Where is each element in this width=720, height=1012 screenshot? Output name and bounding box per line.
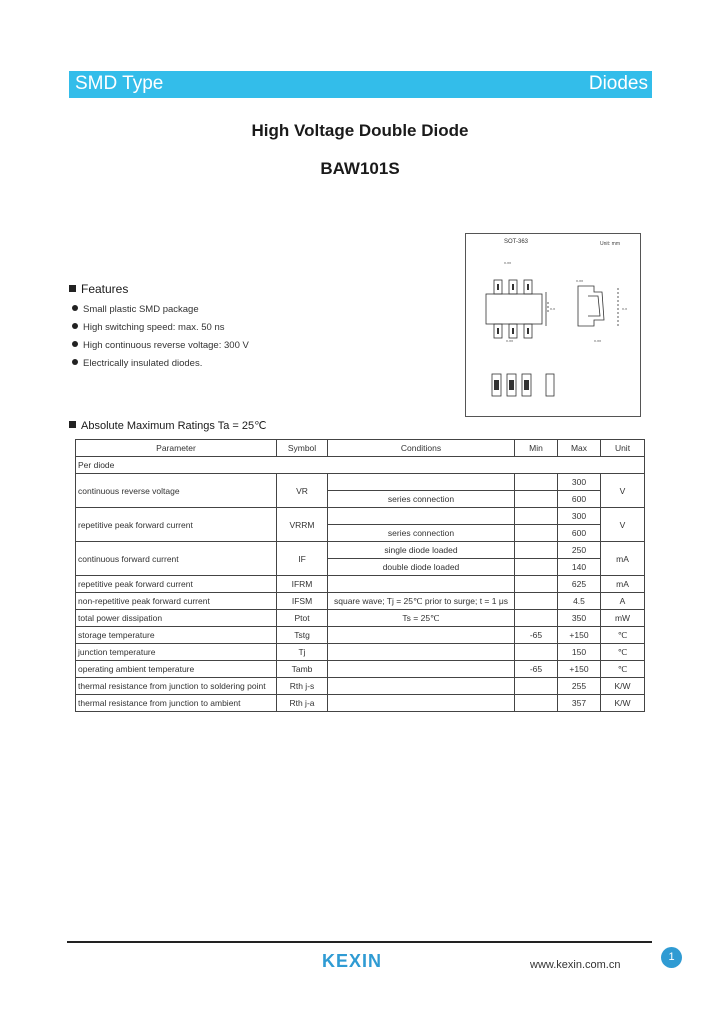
square-bullet-icon (69, 421, 76, 428)
min-cell (515, 559, 558, 576)
package-unit: Unit: mm (600, 241, 620, 247)
symbol-cell: Tj (277, 644, 328, 661)
table-row (76, 457, 645, 474)
cond-cell: Ts = 25℃ (328, 610, 515, 627)
max-cell: 150 (558, 644, 601, 661)
cond-cell (328, 695, 515, 712)
cond-cell (328, 576, 515, 593)
unit-cell: mW (601, 610, 645, 627)
feature-item (72, 340, 249, 351)
svg-text:x.xx: x.xx (576, 278, 584, 283)
symbol-cell: Ptot (277, 610, 328, 627)
package-name: SOT-363 (504, 239, 529, 245)
cond-cell: double diode loaded (328, 559, 515, 576)
symbol-cell: VR (277, 474, 328, 508)
ratings-table (75, 439, 645, 712)
min-cell (515, 491, 558, 508)
kexin-logo: KEXIN (322, 951, 383, 971)
max-cell: 357 (558, 695, 601, 712)
max-cell: 300 (558, 508, 601, 525)
unit-cell: K/W (601, 678, 645, 695)
table-row (76, 542, 645, 559)
param-cell: thermal resistance from junction to soldering point (76, 678, 277, 695)
bullet-icon (72, 323, 78, 329)
feature-text: Small plastic SMD package (83, 304, 199, 315)
cond-cell (328, 508, 515, 525)
col-header: Unit (601, 440, 645, 457)
max-cell: 625 (558, 576, 601, 593)
symbol-cell: Tstg (277, 627, 328, 644)
cond-cell: series connection (328, 525, 515, 542)
unit-cell: mA (601, 542, 645, 576)
param-cell: total power dissipation (76, 610, 277, 627)
max-cell: 600 (558, 491, 601, 508)
min-cell (515, 610, 558, 627)
feature-text: High continuous reverse voltage: 300 V (83, 340, 249, 351)
min-cell (515, 474, 558, 491)
cond-cell (328, 627, 515, 644)
feature-text: High switching speed: max. 50 ns (83, 322, 225, 333)
unit-cell: V (601, 508, 645, 542)
col-header: Parameter (76, 440, 277, 457)
unit-cell: mA (601, 576, 645, 593)
header-band (69, 71, 652, 98)
header-left: SMD Type (75, 73, 164, 94)
unit-cell: A (601, 593, 645, 610)
svg-text:x.xx: x.xx (594, 338, 602, 343)
square-bullet-icon (69, 285, 76, 292)
min-cell (515, 542, 558, 559)
feature-text: Electrically insulated diodes. (83, 358, 203, 369)
param-cell: continuous forward current (76, 542, 277, 576)
max-cell: 600 (558, 525, 601, 542)
symbol-cell: VRRM (277, 508, 328, 542)
footer-divider (67, 941, 652, 943)
symbol-cell: Rth j-a (277, 695, 328, 712)
table-row (76, 610, 645, 627)
ratings-heading-text: Absolute Maximum Ratings Ta = 25℃ (81, 420, 267, 432)
bullet-icon (72, 359, 78, 365)
website-url[interactable]: www.kexin.com.cn (530, 959, 621, 971)
min-cell (515, 644, 558, 661)
unit-cell: ℃ (601, 661, 645, 678)
package-drawing (465, 233, 641, 417)
max-cell: 140 (558, 559, 601, 576)
svg-text:x.x: x.x (622, 306, 628, 311)
svg-text:x.xx: x.xx (506, 338, 514, 343)
page-title: High Voltage Double Diode (251, 121, 469, 140)
min-cell (515, 525, 558, 542)
features-heading-text: Features (81, 282, 129, 296)
max-cell: 300 (558, 474, 601, 491)
cond-cell: single diode loaded (328, 542, 515, 559)
max-cell: 255 (558, 678, 601, 695)
min-cell (515, 678, 558, 695)
header-right: Diodes (588, 73, 648, 94)
part-number: BAW101S (320, 159, 400, 178)
sot363-outline (466, 234, 640, 416)
feature-item (72, 322, 225, 333)
cond-cell (328, 474, 515, 491)
symbol-cell: IFRM (277, 576, 328, 593)
symbol-cell: Rth j-s (277, 678, 328, 695)
min-cell: -65 (515, 661, 558, 678)
table-row (76, 644, 645, 661)
table-row (76, 678, 645, 695)
col-header: Max (558, 440, 601, 457)
table-row (76, 508, 645, 525)
table-row (76, 661, 645, 678)
unit-cell: ℃ (601, 644, 645, 661)
group-label: Per diode (76, 457, 645, 474)
cond-cell (328, 678, 515, 695)
col-header: Min (515, 440, 558, 457)
unit-cell: V (601, 474, 645, 508)
max-cell: 350 (558, 610, 601, 627)
param-cell: continuous reverse voltage (76, 474, 277, 508)
page-number: 1 (661, 947, 682, 968)
min-cell (515, 508, 558, 525)
min-cell: -65 (515, 627, 558, 644)
symbol-cell: IF (277, 542, 328, 576)
cond-cell (328, 661, 515, 678)
max-cell: +150 (558, 627, 601, 644)
min-cell (515, 695, 558, 712)
table-row (76, 576, 645, 593)
min-cell (515, 576, 558, 593)
table-row (76, 474, 645, 491)
max-cell: 250 (558, 542, 601, 559)
table-row (76, 695, 645, 712)
cond-cell (328, 644, 515, 661)
param-cell: junction temperature (76, 644, 277, 661)
param-cell: repetitive peak forward current (76, 508, 277, 542)
param-cell: operating ambient temperature (76, 661, 277, 678)
col-header: Conditions (328, 440, 515, 457)
table-header-row (76, 440, 645, 457)
symbol-cell: Tamb (277, 661, 328, 678)
svg-text:x.xx: x.xx (504, 260, 512, 265)
unit-cell: ℃ (601, 627, 645, 644)
min-cell (515, 593, 558, 610)
col-header: Symbol (277, 440, 328, 457)
ratings-heading (69, 419, 267, 432)
feature-item (72, 304, 199, 315)
bullet-icon (72, 305, 78, 311)
param-cell: non-repetitive peak forward current (76, 593, 277, 610)
unit-cell: K/W (601, 695, 645, 712)
max-cell: 4.5 (558, 593, 601, 610)
param-cell: storage temperature (76, 627, 277, 644)
bullet-icon (72, 341, 78, 347)
cond-cell: square wave; Tj = 25℃ prior to surge; t = 1 μs (328, 593, 515, 610)
param-cell: thermal resistance from junction to ambient (76, 695, 277, 712)
svg-text:x.x: x.x (550, 306, 556, 311)
param-cell: repetitive peak forward current (76, 576, 277, 593)
table-row (76, 627, 645, 644)
symbol-cell: IFSM (277, 593, 328, 610)
max-cell: +150 (558, 661, 601, 678)
table-row (76, 593, 645, 610)
features-heading (69, 282, 128, 296)
feature-item (72, 358, 202, 369)
cond-cell: series connection (328, 491, 515, 508)
